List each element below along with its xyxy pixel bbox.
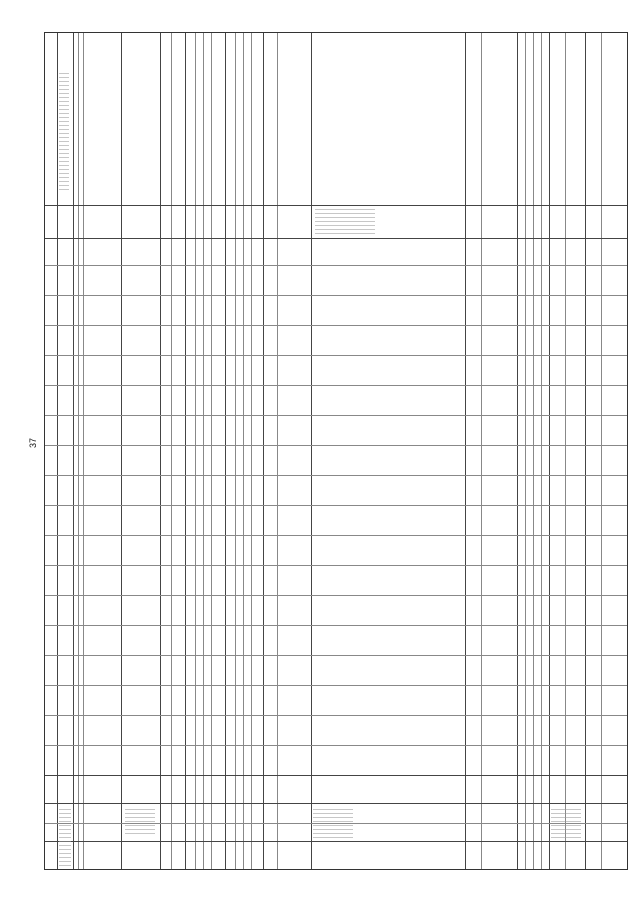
row-divider — [251, 33, 252, 869]
row-divider — [533, 33, 534, 869]
field-divider — [45, 655, 627, 656]
field-divider — [45, 625, 627, 626]
row-divider — [549, 33, 550, 869]
field-divider — [45, 415, 627, 416]
field-divider — [45, 355, 627, 356]
row-divider — [121, 33, 122, 869]
row-divider — [541, 33, 542, 869]
row-divider — [203, 33, 204, 869]
column-divider — [57, 33, 58, 869]
header-divider — [45, 775, 627, 776]
row-divider — [235, 33, 236, 869]
field-divider — [45, 265, 627, 266]
row-divider — [601, 33, 602, 869]
column-divider — [78, 33, 79, 869]
row-divider — [185, 33, 186, 869]
field-divider — [45, 715, 627, 716]
field-divider — [45, 385, 627, 386]
row-text-block — [551, 809, 581, 839]
field-divider — [45, 475, 627, 476]
field-divider — [45, 295, 627, 296]
row-divider — [311, 33, 312, 869]
row-divider — [585, 33, 586, 869]
header-divider — [45, 841, 627, 842]
field-divider — [45, 445, 627, 446]
row-text-block — [313, 809, 353, 839]
field-divider — [45, 595, 627, 596]
column-divider — [73, 33, 74, 869]
column-divider — [83, 33, 84, 869]
row-divider — [211, 33, 212, 869]
page-number: 37 — [28, 437, 38, 448]
rotated-data-table — [44, 32, 628, 870]
field-divider — [45, 325, 627, 326]
row-divider — [195, 33, 196, 869]
header-text-block — [59, 73, 69, 193]
row-divider — [243, 33, 244, 869]
field-divider — [45, 535, 627, 536]
row-divider — [277, 33, 278, 869]
row-divider — [465, 33, 466, 869]
row-divider — [225, 33, 226, 869]
description-text-block — [315, 209, 375, 237]
field-divider — [45, 745, 627, 746]
row-id-text-block — [59, 809, 71, 869]
header-divider — [45, 205, 627, 206]
row-divider — [525, 33, 526, 869]
row-divider — [517, 33, 518, 869]
row-text-block — [125, 809, 155, 837]
field-divider — [45, 505, 627, 506]
row-divider — [171, 33, 172, 869]
header-divider — [45, 238, 627, 239]
row-divider — [565, 33, 566, 869]
row-divider — [263, 33, 264, 869]
header-divider — [45, 803, 627, 804]
field-divider — [45, 685, 627, 686]
field-divider — [45, 565, 627, 566]
row-divider — [160, 33, 161, 869]
row-divider — [481, 33, 482, 869]
